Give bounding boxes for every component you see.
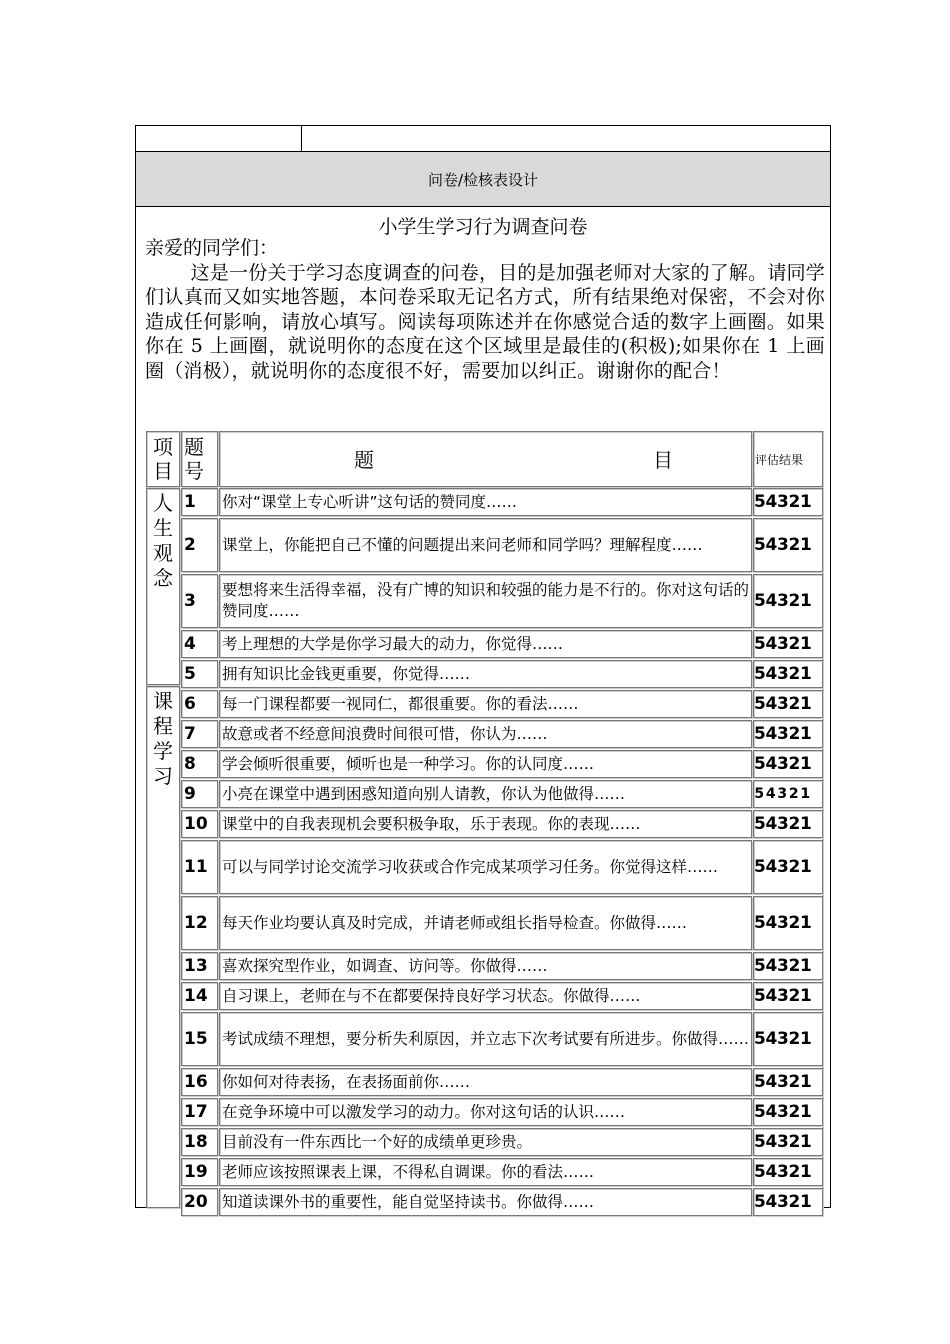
score-option-2[interactable]: 2 <box>788 913 801 933</box>
question-text: 知道读课外书的重要性，能自觉坚持读书。你做得…… <box>219 1188 752 1216</box>
score-option-1[interactable]: 1 <box>800 754 813 774</box>
score-option-4[interactable]: 4 <box>765 1162 778 1182</box>
score-options[interactable] <box>753 1158 823 1186</box>
score-option-4[interactable]: 4 <box>765 814 778 834</box>
score-options[interactable] <box>753 1068 823 1096</box>
score-options[interactable] <box>753 1128 823 1156</box>
score-option-4[interactable]: 4 <box>765 956 778 976</box>
score-option-2[interactable]: 2 <box>788 1102 801 1122</box>
score-option-4[interactable]: 4 <box>765 694 778 714</box>
score-option-5[interactable]: 5 <box>754 857 767 877</box>
question-number: 2 <box>181 518 218 572</box>
score-option-5[interactable]: 5 <box>754 1102 767 1122</box>
score-option-4[interactable]: 4 <box>765 786 777 802</box>
score-options[interactable] <box>753 1188 823 1216</box>
score-option-3[interactable]: 3 <box>777 535 790 555</box>
question-number: 1 <box>181 488 218 516</box>
score-option-1[interactable]: 1 <box>800 1072 813 1092</box>
score-option-1[interactable]: 1 <box>800 492 813 512</box>
score-option-4[interactable]: 4 <box>765 664 778 684</box>
score-option-2[interactable]: 2 <box>788 591 801 611</box>
question-number: 6 <box>181 690 218 718</box>
question-number: 9 <box>181 780 218 808</box>
section-header: 问卷/检核表设计 <box>136 152 830 207</box>
question-text: 故意或者不经意间浪费时间很可惜，你认为…… <box>219 720 752 748</box>
score-option-5[interactable]: 5 <box>754 956 767 976</box>
score-options[interactable] <box>753 720 823 748</box>
score-option-2[interactable]: 2 <box>788 754 801 774</box>
score-option-4[interactable]: 4 <box>765 1192 778 1212</box>
score-option-1[interactable]: 1 <box>800 1029 813 1049</box>
score-option-5[interactable]: 5 <box>754 634 767 654</box>
question-text: 要想将来生活得幸福，没有广博的知识和较强的能力是不行的。你对这句话的赞同度…… <box>219 574 752 628</box>
score-option-2[interactable]: 2 <box>788 664 801 684</box>
score-option-4[interactable]: 4 <box>765 857 778 877</box>
score-option-1[interactable]: 1 <box>800 694 813 714</box>
header-question-right: 目 <box>653 448 673 472</box>
score-options[interactable] <box>753 896 823 950</box>
question-text: 你如何对待表扬，在表扬面前你…… <box>219 1068 752 1096</box>
score-option-3[interactable]: 3 <box>777 1192 790 1212</box>
score-option-1[interactable]: 1 <box>800 1132 813 1152</box>
score-option-3[interactable]: 3 <box>777 664 790 684</box>
score-option-5[interactable]: 5 <box>754 1132 767 1152</box>
score-option-5[interactable]: 5 <box>754 492 767 512</box>
score-option-5[interactable]: 5 <box>754 694 767 714</box>
score-option-1[interactable]: 1 <box>800 913 813 933</box>
score-option-2[interactable]: 2 <box>788 857 801 877</box>
score-option-3[interactable]: 3 <box>777 786 789 802</box>
score-option-5[interactable]: 5 <box>754 535 767 555</box>
score-options[interactable] <box>753 810 823 838</box>
score-option-2[interactable]: 2 <box>788 1162 801 1182</box>
survey-intro <box>145 236 825 384</box>
score-option-4[interactable]: 4 <box>765 535 778 555</box>
score-option-5[interactable]: 5 <box>754 754 767 774</box>
score-option-2[interactable]: 2 <box>788 814 801 834</box>
score-option-1[interactable]: 1 <box>800 857 813 877</box>
question-text: 你对“课堂上专心听讲”这句话的赞同度…… <box>219 488 752 516</box>
score-option-1[interactable]: 1 <box>800 634 813 654</box>
score-option-4[interactable]: 4 <box>765 754 778 774</box>
question-text: 在竞争环境中可以激发学习的动力。你对这句话的认识…… <box>219 1098 752 1126</box>
blank-top-row <box>136 126 830 152</box>
question-text: 拥有知识比金钱更重要，你觉得…… <box>219 660 752 688</box>
score-option-5[interactable]: 5 <box>754 786 766 802</box>
score-option-1[interactable]: 1 <box>800 986 813 1006</box>
score-option-3[interactable]: 3 <box>777 754 790 774</box>
question-text: 每一门课程都要一视同仁，都很重要。你的看法…… <box>219 690 752 718</box>
question-number: 15 <box>181 1012 218 1066</box>
score-option-2[interactable]: 2 <box>788 694 801 714</box>
question-number: 10 <box>181 810 218 838</box>
question-number: 3 <box>181 574 218 628</box>
question-text: 老师应该按照课表上课，不得私自调课。你的看法…… <box>219 1158 752 1186</box>
score-option-2[interactable]: 2 <box>788 634 801 654</box>
score-option-4[interactable]: 4 <box>765 492 778 512</box>
score-options[interactable] <box>753 518 823 572</box>
score-options[interactable] <box>753 690 823 718</box>
score-options[interactable] <box>753 750 823 778</box>
score-option-4[interactable]: 4 <box>765 1132 778 1152</box>
score-options[interactable] <box>753 1012 823 1066</box>
score-options[interactable] <box>753 780 823 808</box>
score-option-5[interactable]: 5 <box>754 664 767 684</box>
score-option-2[interactable]: 2 <box>788 492 801 512</box>
question-number: 16 <box>181 1068 218 1096</box>
question-number: 14 <box>181 982 218 1010</box>
score-options[interactable] <box>753 630 823 658</box>
category-life-view: 人 生 观 念 <box>146 488 180 685</box>
score-option-1[interactable]: 1 <box>800 1192 813 1212</box>
score-option-5[interactable]: 5 <box>754 1192 767 1212</box>
header-question-left: 题 <box>354 448 374 472</box>
survey-title: 小学生学习行为调查问卷 <box>378 216 588 238</box>
score-option-1[interactable]: 1 <box>800 956 813 976</box>
score-option-3[interactable]: 3 <box>777 1102 790 1122</box>
score-option-1[interactable]: 1 <box>800 1102 813 1122</box>
question-number: 4 <box>181 630 218 658</box>
score-option-2[interactable]: 2 <box>788 1132 801 1152</box>
score-option-3[interactable]: 3 <box>777 724 790 744</box>
score-option-3[interactable]: 3 <box>777 1072 790 1092</box>
score-options[interactable] <box>753 982 823 1010</box>
score-option-3[interactable]: 3 <box>777 986 790 1006</box>
score-option-3[interactable]: 3 <box>777 492 790 512</box>
question-number: 18 <box>181 1128 218 1156</box>
score-option-3[interactable]: 3 <box>777 634 790 654</box>
greeting: 亲爱的同学们： <box>145 237 279 259</box>
score-option-4[interactable]: 4 <box>765 634 778 654</box>
intro-paragraph: 这是一份关于学习态度调查的问卷，目的是加强老师对大家的了解。请同学们认真而又如实地答题，本问卷采取无记名方式，所有结果绝对保密，不会对你造成任何影响，请放心填写。阅读每项陈述并在你感觉合适的数字上画圈。如果你在 5 上画圈，就说明你的态度在这个区域里是最佳的(积极);如果你在 1 上画圈（消极），就说明你的态度很不好，需要加以纠正。谢谢你的配合！ <box>145 261 825 382</box>
score-option-5[interactable]: 5 <box>754 1162 767 1182</box>
score-option-3[interactable]: 3 <box>777 956 790 976</box>
question-number: 5 <box>181 660 218 688</box>
question-number: 8 <box>181 750 218 778</box>
score-option-3[interactable]: 3 <box>777 591 790 611</box>
question-text: 目前没有一件东西比一个好的成绩单更珍贵。 <box>219 1128 752 1156</box>
score-options[interactable] <box>753 840 823 894</box>
score-option-2[interactable]: 2 <box>788 956 801 976</box>
question-text: 喜欢探究型作业，如调查、访问等。你做得…… <box>219 952 752 980</box>
survey-table <box>146 431 824 1212</box>
score-option-1[interactable]: 1 <box>800 814 813 834</box>
score-option-1[interactable]: 1 <box>800 786 812 802</box>
question-text: 学会倾听很重要，倾听也是一种学习。你的认同度…… <box>219 750 752 778</box>
score-option-3[interactable]: 3 <box>777 814 790 834</box>
question-text: 自习课上，老师在与不在都要保持良好学习状态。你做得…… <box>219 982 752 1010</box>
score-options[interactable] <box>753 952 823 980</box>
score-option-5[interactable]: 5 <box>754 591 767 611</box>
score-option-4[interactable]: 4 <box>765 1029 778 1049</box>
score-option-5[interactable]: 5 <box>754 913 767 933</box>
score-option-5[interactable]: 5 <box>754 814 767 834</box>
header-result: 评估结果 <box>753 431 823 487</box>
score-option-2[interactable]: 2 <box>788 786 800 802</box>
score-option-4[interactable]: 4 <box>765 986 778 1006</box>
score-option-2[interactable]: 2 <box>788 535 801 555</box>
question-text: 每天作业均要认真及时完成，并请老师或组长指导检查。你做得…… <box>219 896 752 950</box>
score-option-4[interactable]: 4 <box>765 591 778 611</box>
question-number: 17 <box>181 1098 218 1126</box>
question-number: 12 <box>181 896 218 950</box>
score-option-2[interactable]: 2 <box>788 1192 801 1212</box>
score-option-5[interactable]: 5 <box>754 986 767 1006</box>
score-option-1[interactable]: 1 <box>800 724 813 744</box>
score-option-1[interactable]: 1 <box>800 664 813 684</box>
score-option-3[interactable]: 3 <box>777 913 790 933</box>
score-options[interactable] <box>753 1098 823 1126</box>
score-option-1[interactable]: 1 <box>800 1162 813 1182</box>
question-text: 课堂中的自我表现机会要积极争取，乐于表现。你的表现…… <box>219 810 752 838</box>
category-course-study: 课 程 学 习 <box>146 686 180 1208</box>
score-option-3[interactable]: 3 <box>777 694 790 714</box>
score-option-5[interactable]: 5 <box>754 1072 767 1092</box>
score-option-2[interactable]: 2 <box>788 724 801 744</box>
question-text: 小亮在课堂中遇到困惑知道向别人请教，你认为他做得…… <box>219 780 752 808</box>
question-text: 考上理想的大学是你学习最大的动力，你觉得…… <box>219 630 752 658</box>
question-text: 考试成绩不理想，要分析失利原因，并立志下次考试要有所进步。你做得…… <box>219 1012 752 1066</box>
score-option-1[interactable]: 1 <box>800 535 813 555</box>
question-number: 13 <box>181 952 218 980</box>
question-number: 20 <box>181 1188 218 1216</box>
question-text: 课堂上，你能把自己不懂的问题提出来问老师和同学吗？理解程度…… <box>219 518 752 572</box>
score-option-5[interactable]: 5 <box>754 1029 767 1049</box>
score-option-2[interactable]: 2 <box>788 986 801 1006</box>
question-number: 19 <box>181 1158 218 1186</box>
score-option-2[interactable]: 2 <box>788 1029 801 1049</box>
question-number: 11 <box>181 840 218 894</box>
score-options[interactable] <box>753 660 823 688</box>
score-option-4[interactable]: 4 <box>765 913 778 933</box>
score-option-2[interactable]: 2 <box>788 1072 801 1092</box>
header-category: 项 目 <box>146 431 180 487</box>
score-option-1[interactable]: 1 <box>800 591 813 611</box>
score-option-5[interactable]: 5 <box>754 724 767 744</box>
score-option-4[interactable]: 4 <box>765 1072 778 1092</box>
header-number: 题 号 <box>181 431 218 487</box>
score-option-3[interactable]: 3 <box>777 1132 790 1152</box>
score-option-4[interactable]: 4 <box>765 724 778 744</box>
score-option-3[interactable]: 3 <box>777 1029 790 1049</box>
score-options[interactable] <box>753 574 823 628</box>
header-question <box>219 431 752 487</box>
score-option-3[interactable]: 3 <box>777 1162 790 1182</box>
question-text: 可以与同学讨论交流学习收获或合作完成某项学习任务。你觉得这样…… <box>219 840 752 894</box>
score-option-3[interactable]: 3 <box>777 857 790 877</box>
score-options[interactable] <box>753 488 823 516</box>
score-option-4[interactable]: 4 <box>765 1102 778 1122</box>
question-number: 7 <box>181 720 218 748</box>
